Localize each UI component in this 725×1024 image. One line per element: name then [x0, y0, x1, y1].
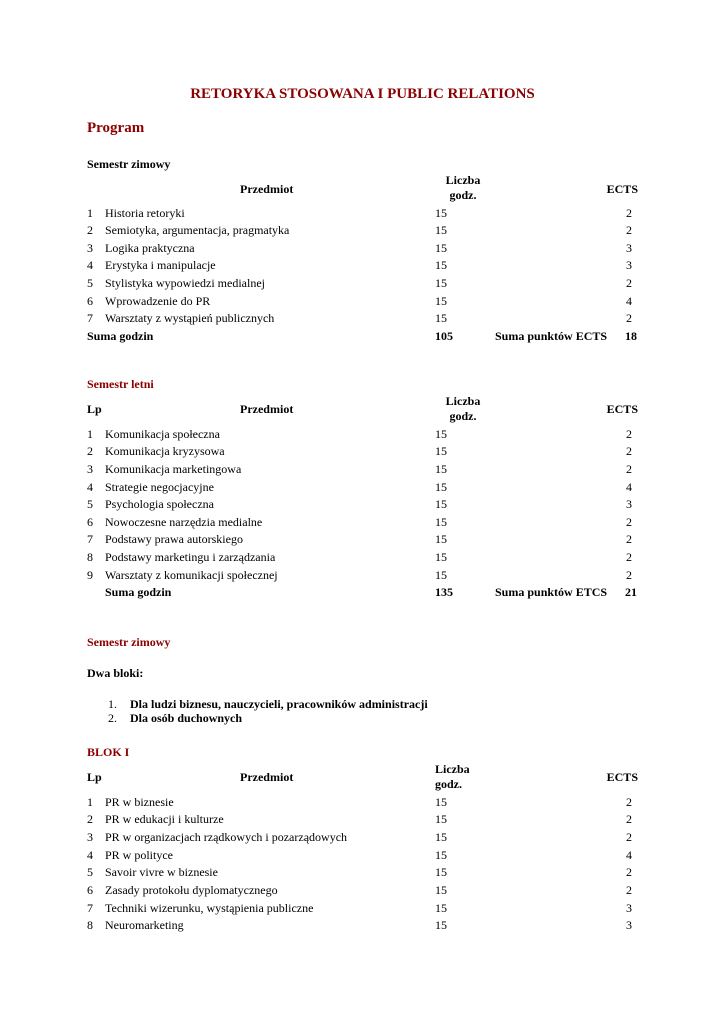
semester-summer-heading: Semestr letni: [87, 377, 154, 391]
row-number: 4: [87, 848, 93, 862]
column-header-liczba: Liczba godz.: [445, 394, 481, 423]
subject-name: Semiotyka, argumentacja, pragmatyka: [105, 223, 290, 237]
hours-value: 15: [435, 444, 447, 458]
subject-name: PR w biznesie: [105, 795, 174, 809]
semester-winter-2-heading: Semestr zimowy: [87, 635, 171, 649]
ects-value: 2: [626, 568, 632, 582]
row-number: 2: [87, 223, 93, 237]
hours-value: 15: [435, 515, 447, 529]
hours-value: 15: [435, 462, 447, 476]
ects-value: 2: [626, 830, 632, 844]
document-title: RETORYKA STOSOWANA I PUBLIC RELATIONS: [190, 86, 535, 102]
ects-value: 2: [626, 206, 632, 220]
row-number: 4: [87, 258, 93, 272]
column-header-ects: ECTS: [606, 770, 638, 784]
row-number: 5: [87, 497, 93, 511]
sum-ects-value: 18: [625, 329, 637, 343]
column-header-przedmiot: Przedmiot: [240, 402, 294, 416]
ects-value: 2: [626, 515, 632, 529]
row-number: 9: [87, 568, 93, 582]
ects-value: 4: [626, 294, 632, 308]
column-header-przedmiot: Przedmiot: [240, 770, 294, 784]
row-number: 7: [87, 311, 93, 325]
hours-value: 15: [435, 276, 447, 290]
row-number: 5: [87, 276, 93, 290]
ects-value: 2: [626, 812, 632, 826]
subject-name: Savoir vivre w biznesie: [105, 865, 218, 879]
row-number: 1: [87, 795, 93, 809]
row-number: 8: [87, 550, 93, 564]
hours-value: 15: [435, 865, 447, 879]
hours-value: 15: [435, 532, 447, 546]
hours-value: 15: [435, 241, 447, 255]
ects-value: 2: [626, 532, 632, 546]
row-number: 3: [87, 241, 93, 255]
ects-value: 2: [626, 883, 632, 897]
hours-value: 15: [435, 294, 447, 308]
sum-ects-label: Suma punktów ECTS: [495, 329, 608, 343]
ects-value: 2: [626, 311, 632, 325]
row-number: 1: [87, 427, 93, 441]
program-heading: Program: [87, 120, 145, 136]
ects-value: 2: [626, 276, 632, 290]
row-number: 1: [87, 206, 93, 220]
subject-name: Wprowadzenie do PR: [105, 294, 211, 308]
list-label: Dla osób duchownych: [130, 711, 243, 725]
column-header-lp: Lp: [87, 770, 102, 784]
row-number: 4: [87, 480, 93, 494]
hours-value: 15: [435, 883, 447, 897]
ects-value: 2: [626, 462, 632, 476]
row-number: 6: [87, 515, 93, 529]
list-label: Dla ludzi biznesu, nauczycieli, pracowników administracji: [130, 697, 428, 711]
column-header-liczba: Liczba godz.: [445, 173, 481, 202]
ects-value: 3: [626, 258, 632, 272]
row-number: 2: [87, 812, 93, 826]
column-header-liczba: Liczba godz.: [435, 762, 470, 791]
subject-name: Komunikacja społeczna: [105, 427, 220, 441]
hours-value: 15: [435, 795, 447, 809]
ects-value: 3: [626, 901, 632, 915]
row-number: 6: [87, 294, 93, 308]
ects-value: 3: [626, 497, 632, 511]
sum-hours-value: 135: [435, 585, 453, 599]
sum-ects-label: Suma punktów ETCS: [495, 585, 608, 599]
subject-name: Warsztaty z komunikacji społecznej: [105, 568, 278, 582]
block-1-heading: BLOK I: [87, 745, 130, 759]
subject-name: PR w polityce: [105, 848, 173, 862]
subject-name: Neuromarketing: [105, 918, 184, 932]
column-header-lp: Lp: [87, 402, 102, 416]
row-number: 5: [87, 865, 93, 879]
column-header-przedmiot: Przedmiot: [240, 182, 294, 196]
subject-name: PR w edukacji i kulturze: [105, 812, 224, 826]
hours-value: 15: [435, 311, 447, 325]
row-number: 3: [87, 462, 93, 476]
subject-name: Logika praktyczna: [105, 241, 195, 255]
row-number: 7: [87, 901, 93, 915]
ects-value: 4: [626, 848, 632, 862]
hours-value: 15: [435, 830, 447, 844]
subject-name: Podstawy marketingu i zarządzania: [105, 550, 276, 564]
list-number: 2.: [108, 711, 117, 725]
row-number: 3: [87, 830, 93, 844]
column-header-ects: ECTS: [606, 182, 638, 196]
hours-value: 15: [435, 497, 447, 511]
row-number: 2: [87, 444, 93, 458]
ects-value: 2: [626, 223, 632, 237]
hours-value: 15: [435, 901, 447, 915]
subject-name: Warsztaty z wystąpień publicznych: [105, 311, 275, 325]
subject-name: Strategie negocjacyjne: [105, 480, 214, 494]
ects-value: 2: [626, 795, 632, 809]
hours-value: 15: [435, 848, 447, 862]
ects-value: 3: [626, 918, 632, 932]
hours-value: 15: [435, 812, 447, 826]
sum-hours-value: 105: [435, 329, 453, 343]
hours-value: 15: [435, 223, 447, 237]
sum-hours-label: Suma godzin: [87, 329, 154, 343]
sum-hours-label: Suma godzin: [105, 585, 172, 599]
ects-value: 2: [626, 550, 632, 564]
subject-name: Stylistyka wypowiedzi medialnej: [105, 276, 265, 290]
ects-value: 2: [626, 865, 632, 879]
row-number: 8: [87, 918, 93, 932]
subject-name: Komunikacja kryzysowa: [105, 444, 225, 458]
hours-value: 15: [435, 480, 447, 494]
ects-value: 2: [626, 444, 632, 458]
list-number: 1.: [108, 697, 117, 711]
subject-name: Techniki wizerunku, wystąpienia publiczne: [105, 901, 314, 915]
hours-value: 15: [435, 568, 447, 582]
ects-value: 4: [626, 480, 632, 494]
subject-name: Erystyka i manipulacje: [105, 258, 216, 272]
ects-value: 3: [626, 241, 632, 255]
hours-value: 15: [435, 918, 447, 932]
hours-value: 15: [435, 206, 447, 220]
ects-value: 2: [626, 427, 632, 441]
subject-name: Zasady protokołu dyplomatycznego: [105, 883, 278, 897]
row-number: 6: [87, 883, 93, 897]
subject-name: Nowoczesne narzędzia medialne: [105, 515, 263, 529]
hours-value: 15: [435, 258, 447, 272]
column-header-ects: ECTS: [606, 402, 638, 416]
subject-name: Podstawy prawa autorskiego: [105, 532, 243, 546]
blocks-heading: Dwa bloki:: [87, 666, 144, 680]
subject-name: PR w organizacjach rządkowych i pozarządowych: [105, 830, 348, 844]
subject-name: Komunikacja marketingowa: [105, 462, 242, 476]
hours-value: 15: [435, 550, 447, 564]
row-number: 7: [87, 532, 93, 546]
subject-name: Historia retoryki: [105, 206, 185, 220]
sum-ects-value: 21: [625, 585, 637, 599]
hours-value: 15: [435, 427, 447, 441]
subject-name: Psychologia społeczna: [105, 497, 214, 511]
semester-winter-heading: Semestr zimowy: [87, 157, 171, 171]
